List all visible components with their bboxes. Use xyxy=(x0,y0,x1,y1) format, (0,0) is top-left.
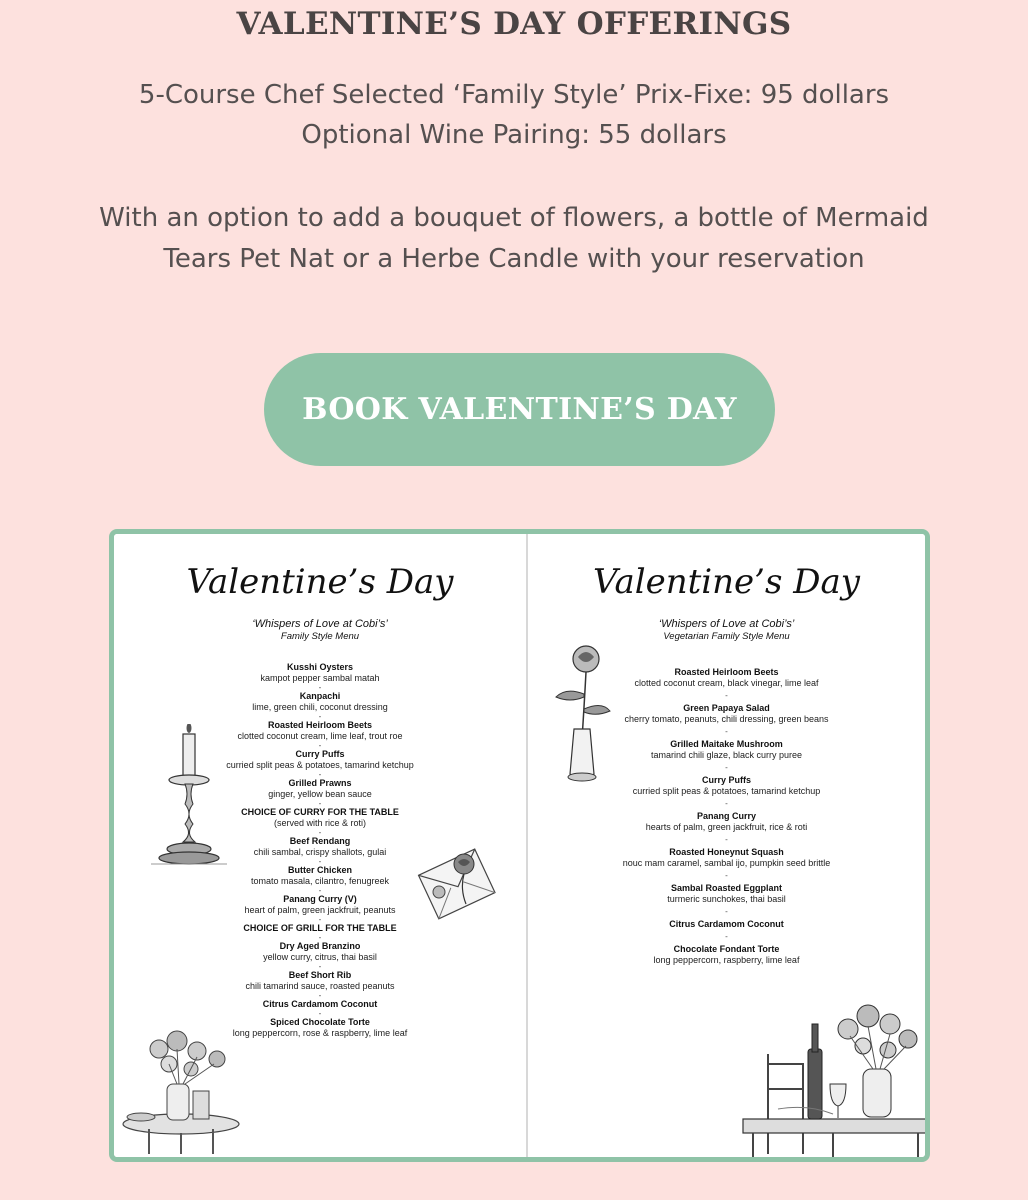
menu-item-name: Citrus Cardamom Coconut xyxy=(262,999,378,1009)
menu-item-name: Sambal Roasted Eggplant xyxy=(670,883,783,893)
addon-line-1: With an option to add a bouquet of flowers, a bottle of Mermaid xyxy=(99,203,929,233)
menu-page-family-style xyxy=(114,534,528,1157)
menu-item xyxy=(528,847,925,869)
menu-type: Vegetarian Family Style Menu xyxy=(663,631,790,642)
menu-type: Family Style Menu xyxy=(280,631,360,642)
menu-separator: - xyxy=(318,886,322,895)
menu-item-name: Roasted Heirloom Beets xyxy=(674,667,779,677)
menu-title: Valentine’s Day xyxy=(593,562,860,602)
menu-separator: - xyxy=(318,857,322,866)
menu-separator: - xyxy=(318,915,322,924)
menu-separator: - xyxy=(725,727,728,736)
menu-image xyxy=(109,529,930,1162)
menu-item xyxy=(114,691,526,713)
menu-item-name: Kusshi Oysters xyxy=(286,662,354,672)
menu-separator: - xyxy=(725,835,728,844)
menu-item xyxy=(114,662,526,684)
menu-separator: - xyxy=(318,799,322,808)
menu-item-name: Panang Curry xyxy=(696,811,756,821)
menu-item-description: chili tamarind sauce, roasted peanuts xyxy=(245,981,395,991)
menu-item-name: Roasted Heirloom Beets xyxy=(267,720,373,730)
menu-separator: - xyxy=(318,828,322,837)
menu-item-name: Beef Short Rib xyxy=(288,970,352,980)
candle-illustration xyxy=(149,724,229,869)
menu-item-description: ginger, yellow bean sauce xyxy=(268,789,372,799)
menu-item-name: Kanpachi xyxy=(299,691,341,701)
menu-item-description: heart of palm, green jackfruit, peanuts xyxy=(244,905,396,915)
menu-item-description: cherry tomato, peanuts, chili dressing, green beans xyxy=(624,714,829,724)
menu-item-description: nouc mam caramel, sambal ijo, pumpkin seed brittle xyxy=(622,858,831,868)
menu-item-description: clotted coconut cream, lime leaf, trout roe xyxy=(237,731,403,741)
menu-item-description: hearts of palm, green jackfruit, rice & roti xyxy=(645,822,808,832)
menu-separator: - xyxy=(318,683,322,692)
menu-subtitle: ‘Whispers of Love at Cobi’s’ xyxy=(252,618,388,630)
menu-item-description: long peppercorn, raspberry, lime leaf xyxy=(653,955,800,965)
menu-separator: - xyxy=(725,763,728,772)
menu-title: Valentine’s Day xyxy=(186,562,454,602)
rose-vase-illustration xyxy=(546,639,616,784)
prix-fixe-line: 5-Course Chef Selected ‘Family Style’ Prix-Fixe: 95 dollars xyxy=(138,80,890,110)
menu-separator: - xyxy=(318,770,322,779)
page-title: VALENTINE’S DAY OFFERINGS xyxy=(236,6,792,42)
envelope-rose-illustration xyxy=(414,834,504,929)
menu-item-description: chili sambal, crispy shallots, gulai xyxy=(253,847,387,857)
menu-separator: - xyxy=(318,712,322,721)
menu-item xyxy=(114,970,526,992)
menu-item xyxy=(528,919,925,930)
menu-item-name: Chocolate Fondant Torte xyxy=(673,944,780,954)
menu-item xyxy=(528,944,925,966)
menu-item-description: lime, green chili, coconut dressing xyxy=(252,702,388,712)
menu-item-description: yellow curry, citrus, thai basil xyxy=(263,952,377,962)
menu-item-name: Grilled Maitake Mushroom xyxy=(670,739,783,749)
menu-item-name: Curry Puffs xyxy=(701,775,751,785)
menu-separator: - xyxy=(318,933,322,942)
menu-separator: - xyxy=(725,932,728,941)
menu-item-name: Green Papaya Salad xyxy=(683,703,770,713)
menu-separator: - xyxy=(725,691,728,700)
wine-table-illustration xyxy=(738,994,928,1159)
menu-item-name: Roasted Honeynut Squash xyxy=(669,847,784,857)
menu-item-name: CHOICE OF GRILL FOR THE TABLE xyxy=(243,923,397,933)
menu-item xyxy=(528,883,925,905)
menu-item-description: clotted coconut cream, black vinegar, lime leaf xyxy=(634,678,819,688)
wine-pairing-line: Optional Wine Pairing: 55 dollars xyxy=(301,120,727,150)
menu-item-name: Panang Curry (V) xyxy=(283,894,357,904)
menu-separator: - xyxy=(318,991,322,1000)
menu-separator: - xyxy=(318,1009,322,1018)
book-valentines-day-button[interactable]: BOOK VALENTINE’S DAY xyxy=(264,353,775,466)
menu-item-name: Butter Chicken xyxy=(287,865,352,875)
menu-item-description: (served with rice & roti) xyxy=(273,818,367,828)
menu-item-description: tomato masala, cilantro, fenugreek xyxy=(250,876,390,886)
addon-line-2: Tears Pet Nat or a Herbe Candle with your reservation xyxy=(163,244,865,274)
menu-item-name: Spiced Chocolate Torte xyxy=(270,1017,370,1027)
menu-subtitle: ‘Whispers of Love at Cobi’s’ xyxy=(658,618,795,630)
menu-item-name: Curry Puffs xyxy=(295,749,345,759)
menu-item-name: Citrus Cardamom Coconut xyxy=(669,919,784,929)
flower-table-illustration xyxy=(119,1029,244,1154)
menu-item-name: Grilled Prawns xyxy=(288,778,352,788)
menu-item-description: curried split peas & potatoes, tamarind ketchup xyxy=(226,760,414,770)
menu-separator: - xyxy=(318,962,322,971)
menu-page-vegetarian xyxy=(528,534,925,1157)
menu-item xyxy=(528,811,925,833)
menu-item xyxy=(114,941,526,963)
menu-separator: - xyxy=(725,871,728,880)
menu-separator: - xyxy=(318,741,322,750)
menu-item-description: turmeric sunchokes, thai basil xyxy=(667,894,786,904)
menu-item-name: CHOICE OF CURRY FOR THE TABLE xyxy=(241,807,399,817)
menu-separator: - xyxy=(725,907,728,916)
menu-separator: - xyxy=(725,799,728,808)
menu-item-description: curried split peas & potatoes, tamarind ketchup xyxy=(632,786,821,796)
menu-item-description: kampot pepper sambal matah xyxy=(260,673,380,683)
menu-item-name: Beef Rendang xyxy=(289,836,351,846)
menu-item-description: long peppercorn, rose & raspberry, lime leaf xyxy=(232,1028,408,1038)
menu-item-description: tamarind chili glaze, black curry puree xyxy=(650,750,803,760)
menu-item-name: Dry Aged Branzino xyxy=(279,941,361,951)
